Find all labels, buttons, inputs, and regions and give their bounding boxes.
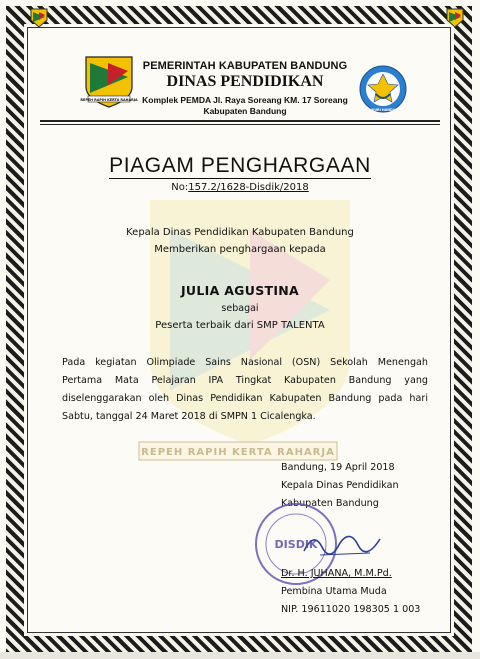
intro-line-2: Memberikan penghargaan kepada <box>154 244 326 255</box>
corner-emblem-icon <box>446 8 464 28</box>
header-rule-thin <box>40 124 440 125</box>
motto-ribbon <box>138 440 338 462</box>
address-line-2: Kabupaten Bandung <box>203 106 287 116</box>
description-line-2: Pertama Mata Pelajaran IPA Tingkat Kabupaten Bandung yang <box>62 375 428 386</box>
scan-edge <box>0 652 480 659</box>
government-name: PEMERINTAH KABUPATEN BANDUNG <box>142 60 348 72</box>
recipient-role: Peserta terbaik dari SMP TALENTA <box>155 320 325 331</box>
tut-wuri-handayani-logo-icon <box>358 64 408 114</box>
signatory-position-2: Kabupaten Bandung <box>281 498 379 509</box>
address-line-1: Komplek PEMDA Jl. Raya Soreang KM. 17 Soreang <box>142 95 348 105</box>
description-line-4: Sabtu, tanggal 24 Maret 2018 di SMPN 1 Cicalengka. <box>62 411 316 422</box>
recipient-name: JULIA AGUSTINA <box>180 283 300 298</box>
stamp-label: DISDIK <box>274 538 318 551</box>
bandung-regency-logo-icon <box>80 55 138 109</box>
certificate-title: PIAGAM PENGHARGAAN <box>109 154 371 177</box>
as-label: sebagai <box>221 303 259 314</box>
motto-text: REPEH RAPIH KERTA RAHARJA <box>141 447 335 458</box>
signatory-rank: Pembina Utama Muda <box>281 586 387 597</box>
award-description <box>62 354 428 426</box>
department-name: DINAS PENDIDIKAN <box>166 73 324 90</box>
signatory-name: Dr. H. JUHANA, M.M.Pd. <box>281 568 392 579</box>
corner-emblem-icon <box>30 8 48 28</box>
left-logo-motto: REPEH RAPIH KERTA RAHARJA <box>80 98 138 102</box>
place-date: Bandung, 19 April 2018 <box>281 462 395 473</box>
description-line-3: diselenggarakan oleh Dinas Pendidikan Kabupaten Bandung pada hari <box>62 393 428 404</box>
right-logo-motto: TUT WURI HANDAYANI <box>362 108 404 112</box>
signatory-nip: NIP. 19611020 198305 1 003 <box>281 604 421 615</box>
description-line-1: Pada kegiatan Olimpiade Sains Nasional (OSN) Sekolah Menengah <box>62 357 428 368</box>
signatory-position-1: Kepala Dinas Pendidikan <box>281 480 399 491</box>
handwritten-signature-icon <box>300 525 390 561</box>
header-rule-thick <box>40 120 440 122</box>
intro-line-1: Kepala Dinas Pendidikan Kabupaten Bandung <box>126 227 354 238</box>
certificate-number: No:157.2/1628-Disdik/2018 <box>171 182 309 193</box>
